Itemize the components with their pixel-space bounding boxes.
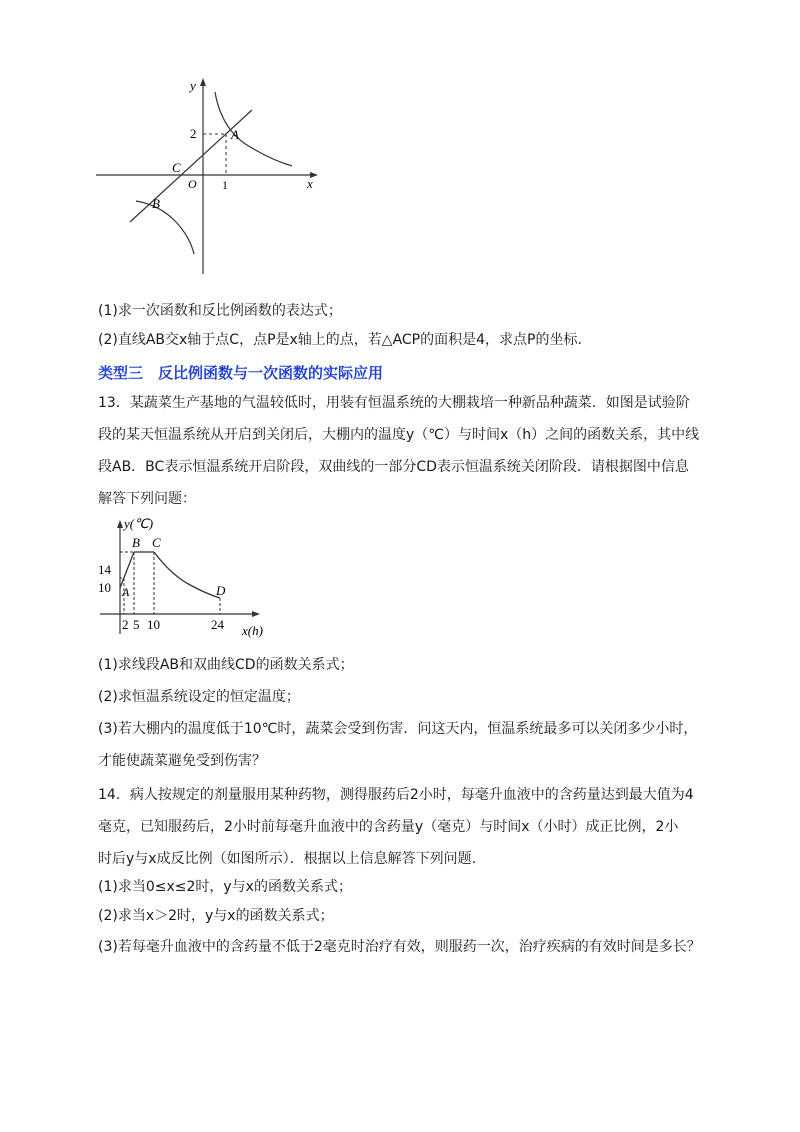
fig2-point-d-label: D	[216, 583, 226, 598]
fig1-origin-label: O	[188, 177, 197, 191]
q13-line1: 13．某蔬菜生产基地的气温较低时，用装有恒温系统的大棚栽培一种新品种蔬菜．如图是试验阶	[98, 395, 690, 411]
fig2-axis-y-label: y(℃)	[124, 516, 154, 531]
section3-title: 类型三 反比例函数与一次函数的实际应用	[98, 364, 384, 382]
fig2-point-c-label: C	[152, 535, 161, 550]
fig1-axis-x-label: x	[307, 176, 313, 191]
q13-part1: (1)求线段AB和双曲线CD的函数关系式；	[98, 657, 354, 673]
q13-line3: 段AB．BC表示恒温系统开启阶段，双曲线的一部分CD表示恒温系统关闭阶段．请根据图中信息	[98, 459, 689, 475]
q12-part1: (1)求一次函数和反比例函数的表达式；	[98, 303, 342, 319]
fig1-tick-1: 1	[222, 178, 228, 192]
figure-line-hyperbola	[92, 72, 332, 278]
fig1-axis-y-label: y	[190, 78, 196, 93]
fig1-tick-2: 2	[190, 126, 197, 141]
fig1-point-c-label: C	[172, 160, 181, 175]
q14-part2: (2)求当x＞2时，y与x的函数关系式；	[98, 908, 334, 924]
q13-part2: (2)求恒温系统设定的恒定温度；	[98, 689, 300, 705]
q14-line3: 时后y与x成反比例（如图所示）．根据以上信息解答下列问题.	[98, 851, 477, 867]
q14-part1: (1)求当0≤x≤2时，y与x的函数关系式；	[98, 879, 352, 895]
figure-temperature-graph	[92, 512, 282, 642]
q13-part3a: (3)若大棚内的温度低于10℃时，蔬菜会受到伤害．问这天内，恒温系统最多可以关闭多少小时，	[98, 721, 698, 737]
fig2-x-tick-2: 2	[122, 617, 129, 632]
fig2-x-tick-24: 24	[211, 617, 224, 632]
fig2-y-tick-14: 14	[98, 562, 111, 577]
q13-line2: 段的某天恒温系统从开启到关闭后，大棚内的温度y（℃）与时间x（h）之间的函数关系，其中线	[98, 427, 700, 443]
q14-line2: 毫克，已知服药后，2小时前每毫升血液中的含药量y（毫克）与时间x（小时）成正比例，2小	[98, 819, 679, 835]
fig2-x-tick-5: 5	[133, 617, 140, 632]
fig2-point-b-label: B	[132, 535, 140, 550]
q14-part3: (3)若每毫升血液中的含药量不低于2毫克时治疗有效，则服药一次，治疗疾病的有效时间是多长？	[98, 939, 701, 955]
q14-line1: 14．病人按规定的剂量服用某种药物，测得服药后2小时，每毫升血液中的含药量达到最大值为4	[98, 787, 694, 803]
q12-part2: (2)直线AB交x轴于点C，点P是x轴上的点，若△ACP的面积是4，求点P的坐标.	[98, 332, 582, 348]
fig2-y-tick-10: 10	[98, 580, 111, 595]
q13-line4: 解答下列问题：	[98, 491, 196, 507]
fig2-point-a-label: A	[122, 585, 130, 599]
fig1-point-b-label: B	[152, 196, 160, 211]
fig2-axis-x-label: x(h)	[242, 623, 263, 638]
fig2-x-tick-10: 10	[147, 617, 160, 632]
q13-part3b: 才能使蔬菜避免受到伤害？	[98, 753, 266, 769]
fig1-point-a-label: A	[231, 127, 239, 142]
